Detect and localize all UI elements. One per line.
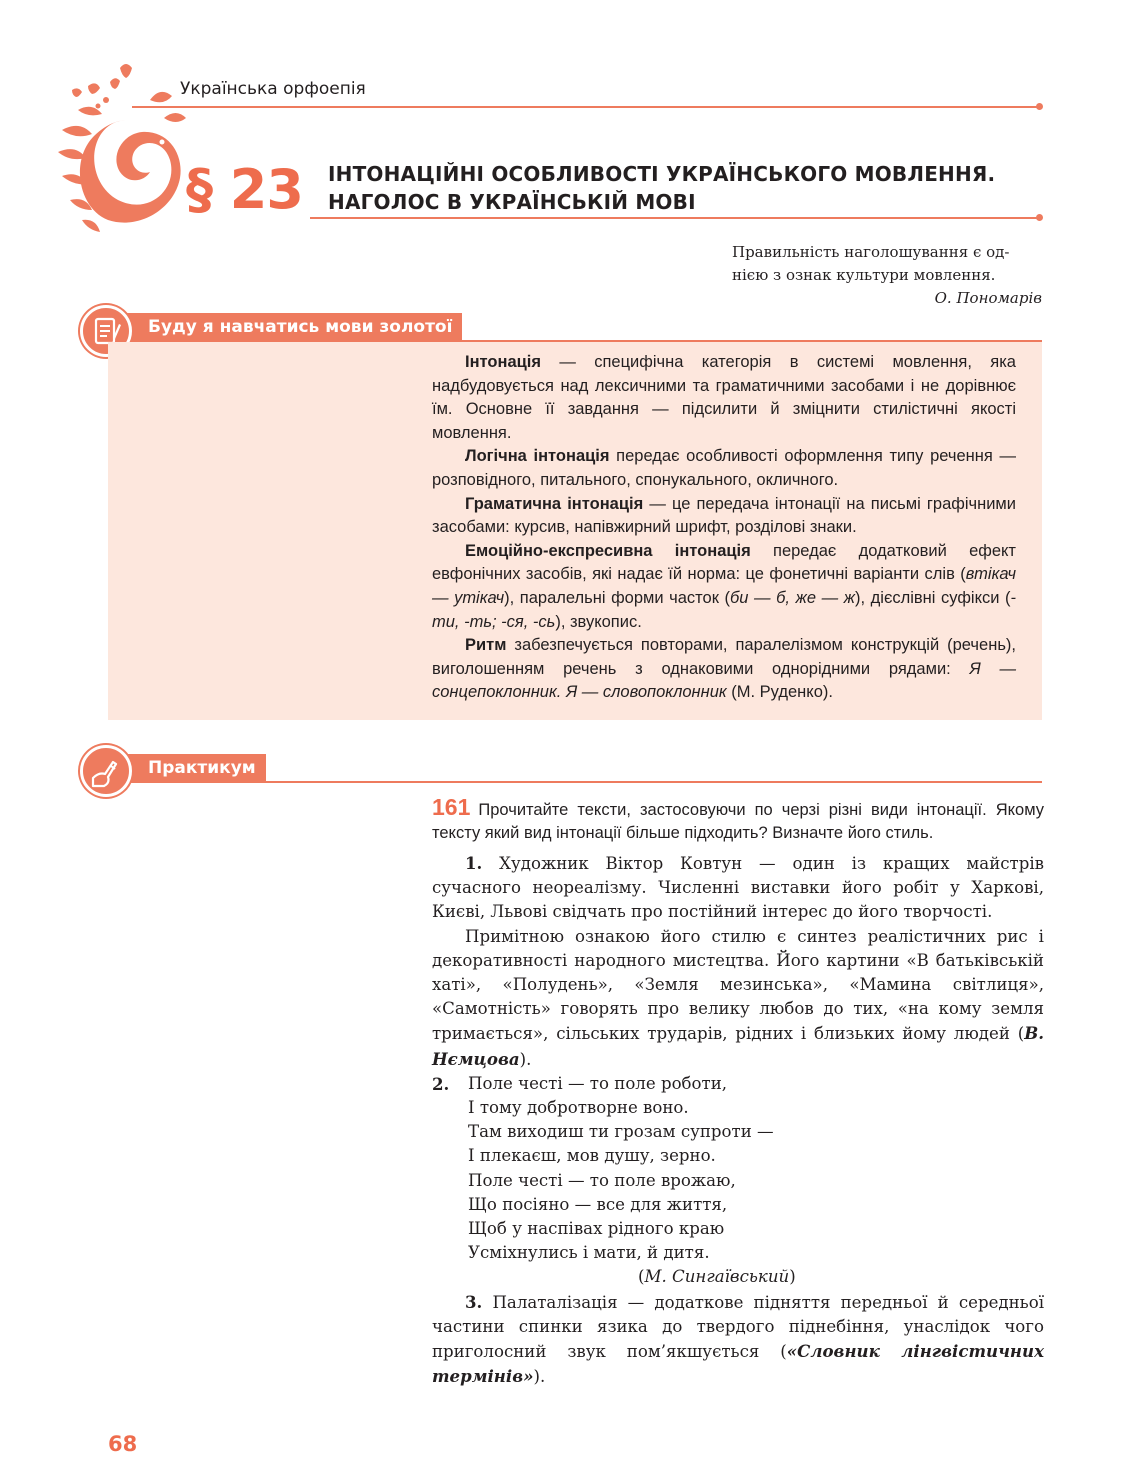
poem-line: Що посіяно — все для життя,: [468, 1194, 728, 1214]
text-3: [432, 1290, 1044, 1390]
term: Логічна інтонація: [465, 447, 610, 466]
term: Граматична інтонація: [465, 494, 644, 513]
definition: передає додатковий ефект евфонічних засобів, які надає їй норма: це фонетичні варіанти слів (: [432, 541, 1016, 584]
definition: ), дієслівні суфікси (: [855, 588, 1011, 607]
example: Я — сонцепоклонник. Я — словопоклонник: [432, 659, 1016, 702]
section-number: § 23: [186, 158, 303, 221]
epigraph-line: Правильність наголошування є од-: [732, 243, 1010, 261]
text-body: ).: [519, 1049, 532, 1069]
poem: [468, 1072, 1044, 1266]
text-body: ).: [533, 1367, 546, 1387]
exercise-task-text: Прочитайте тексти, застосовуючи по черзі різні види інтонації. Якому тексту який вид інтонації більше підходить? Визначте його стиль.: [432, 801, 1044, 842]
text-source: «Словник лінгвістичних термінів»: [432, 1340, 1044, 1387]
running-header: Українська орфоепія: [180, 79, 366, 99]
title-rule: [310, 217, 1038, 219]
page-number: 68: [108, 1432, 138, 1456]
theory-paragraph: [432, 445, 1016, 492]
text-number: 2.: [432, 1073, 450, 1094]
theory-paragraph: [432, 351, 1016, 445]
example: -ти, -ть; -ся, -сь: [432, 588, 1017, 631]
exercise-number: 161: [432, 794, 471, 820]
text-1: [432, 851, 1044, 925]
poem-line: Усміхнулись і мати, й дитя.: [468, 1243, 710, 1263]
definition: ), паралельні форми часток (: [504, 588, 730, 607]
text-1-paragraph-2: [432, 925, 1044, 1072]
example: втікач — утікач: [432, 565, 1016, 607]
epigraph: [732, 241, 1042, 310]
definition: забезпечується повторами, паралелізмом конструкцій (речень), виголошенням речень з однаковими однорідними рядами:: [432, 636, 1016, 678]
section-title-line2: НАГОЛОС В УКРАЇНСЬКІЙ МОВІ: [328, 190, 696, 214]
text-2: [432, 1072, 1044, 1290]
title-rule-dot: [1036, 214, 1043, 221]
epigraph-line: нією з ознак культури мовлення.: [732, 266, 996, 284]
term: Емоційно-експресивна інтонація: [465, 541, 751, 560]
theory-text: [432, 351, 1016, 705]
text-body: Примітною ознакою його стилю є синтез реалістичних рис і декоративності народного мистецтва. Його картини «В батьківській хаті», «Полудень», «Земля мезинська», «Мамина світлиця», «Самотність» говорять про велику любов до тих, «на кому земля тримається», сільських трударів, рідних і близьких йому людей (: [432, 926, 1044, 1044]
epigraph-author: О. Пономарів: [934, 289, 1042, 307]
definition: ), звукопис.: [555, 612, 642, 631]
theory-paragraph: [432, 540, 1016, 634]
poem-line: Там виходиш ти грозам супроти —: [468, 1122, 774, 1142]
definition: передає особливості оформлення типу речення — розповідного, питального, спонукального, окличного.: [432, 447, 1016, 489]
poem-line: Поле честі — то поле врожаю,: [468, 1170, 736, 1190]
poem-author-line: (М. Сингаївський): [638, 1267, 796, 1287]
text-number: 1.: [465, 853, 483, 873]
exercise-161: [432, 796, 1044, 1389]
term: Ритм: [465, 636, 507, 655]
poem-line: Поле честі — то поле роботи,: [468, 1073, 728, 1093]
definition: — специфічна категорія в системі мовлення, яка надбудовується над лексичними та граматичними засобами і не дорівнює їм. Основне її завдання — підсилити й зміцнити стилістичні якості мовлення.: [432, 353, 1016, 442]
text-number: 3.: [465, 1291, 483, 1312]
example: би — б, же — ж: [729, 588, 856, 607]
theory-badge-label: Буду я навчатись мови золотої: [118, 313, 462, 341]
poem-author: М. Сингаївський: [644, 1267, 790, 1287]
practice-badge-icon: [80, 745, 132, 797]
theory-paragraph: [432, 493, 1016, 540]
text-author: В. Нємцова: [432, 1023, 1044, 1069]
definition: — це передача інтонації на письмі графічними засобами: курсив, напівжирний шрифт, розділові знаки.: [432, 494, 1016, 537]
definition: (М. Руденко).: [726, 683, 833, 702]
practice-badge-label: Практикум: [118, 754, 266, 782]
header-rule: [132, 106, 1038, 108]
exercise-task: [432, 796, 1044, 845]
text-body: Палаталізація — додаткове підняття передньої й середньої частини спинки язика до твердого піднебіння, унаслідок чого приголосний звук пом’якшується (: [432, 1292, 1044, 1361]
header-rule-dot: [1036, 103, 1043, 110]
poem-line: І плекаєш, мов душу, зерно.: [468, 1146, 716, 1166]
poem-line: І тому добротворне воно.: [468, 1098, 689, 1118]
floral-ornament: [58, 60, 198, 250]
section-title-line1: ІНТОНАЦІЙНІ ОСОБЛИВОСТІ УКРАЇНСЬКОГО МОВЛЕННЯ.: [328, 162, 996, 186]
term: Інтонація: [465, 353, 541, 371]
exercise-texts: [432, 851, 1044, 1389]
section-title: [328, 160, 995, 216]
text-body: Художник Віктор Ковтун — один із кращих майстрів сучасного неореалізму. Численні виставки його робіт у Харкові, Києві, Львові свідчать про постійний інтерес до його творчості.: [432, 854, 1045, 922]
writing-hand-icon: [83, 748, 129, 794]
poem-line: Щоб у наспівах рідного краю: [468, 1218, 725, 1238]
theory-paragraph: [432, 634, 1016, 705]
